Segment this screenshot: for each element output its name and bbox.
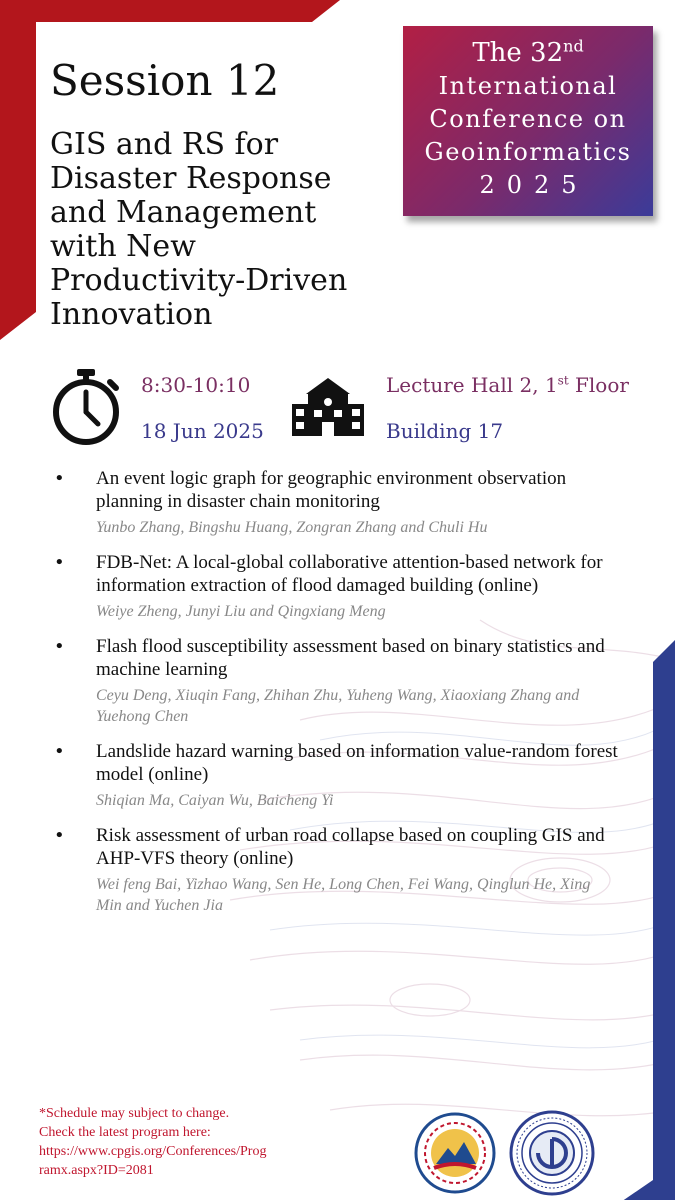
paper-title: Risk assessment of urban road collapse based on coupling GIS and AHP-VFS theory (online)	[96, 825, 605, 869]
cpgis-logo	[509, 1110, 595, 1196]
list-item	[48, 740, 618, 811]
schedule-note	[39, 1104, 339, 1180]
bullet: •	[54, 552, 65, 573]
paper-authors: Yunbo Zhang, Bingshu Huang, Zongran Zhang and Chuli Hu	[96, 519, 488, 536]
conference-edition: The 32nd	[472, 36, 584, 68]
building: Building 17	[386, 419, 504, 443]
session-number: Session 12	[50, 56, 280, 105]
paper-title: Landslide hazard warning based on information value-random forest model (online)	[96, 741, 618, 785]
paper-list	[48, 467, 618, 929]
conference-line-4: Geoinformatics	[424, 138, 632, 166]
paper-authors: Ceyu Deng, Xiuqin Fang, Zhihan Zhu, Yuheng Wang, Xiaoxiang Zhang and Yuehong Chen	[96, 687, 580, 725]
list-item	[48, 551, 618, 622]
bullet: •	[54, 468, 65, 489]
bullet: •	[54, 825, 65, 846]
paper-authors: Shiqian Ma, Caiyan Wu, Baicheng Yi	[96, 792, 334, 809]
conference-line-2: International	[438, 72, 618, 100]
session-date: 18 Jun 2025	[141, 419, 264, 443]
bullet: •	[54, 741, 65, 762]
list-item	[48, 467, 618, 538]
paper-authors: Wei feng Bai, Yizhao Wang, Sen He, Long Chen, Fei Wang, Qinglun He, Xing Min and Yuchen Jia	[96, 876, 591, 914]
paper-title: Flash flood susceptibility assessment based on binary statistics and machine learning	[96, 636, 605, 680]
paper-title: An event logic graph for geographic environment observation planning in disaster chain monitoring	[96, 468, 567, 512]
list-item	[48, 635, 618, 727]
paper-title: FDB-Net: A local-global collaborative attention-based network for information extraction of flood damaged building (online)	[96, 552, 603, 596]
university-seal-logo	[414, 1112, 496, 1194]
conference-badge	[403, 26, 653, 216]
program-link[interactable]: ramx.aspx?ID=2081	[39, 1163, 154, 1178]
conference-year: 2025	[479, 171, 589, 199]
session-time: 8:30-10:10	[141, 373, 251, 397]
blue-corner-decoration	[615, 640, 675, 1200]
conference-line-3: Conference on	[429, 105, 627, 133]
paper-authors: Weiye Zheng, Junyi Liu and Qingxiang Meng	[96, 603, 386, 620]
session-title: GIS and RS for Disaster Response and Management with New Productivity-Driven Innovation	[50, 127, 348, 332]
note-line: Check the latest program here:	[39, 1125, 211, 1140]
bullet: •	[54, 636, 65, 657]
venue: Lecture Hall 2, 1st Floor	[386, 373, 629, 397]
list-item	[48, 824, 618, 916]
stopwatch-icon	[50, 368, 122, 446]
note-line: *Schedule may subject to change.	[39, 1106, 230, 1121]
school-building-icon	[292, 376, 364, 438]
program-link[interactable]: https://www.cpgis.org/Conferences/Prog	[39, 1144, 267, 1159]
